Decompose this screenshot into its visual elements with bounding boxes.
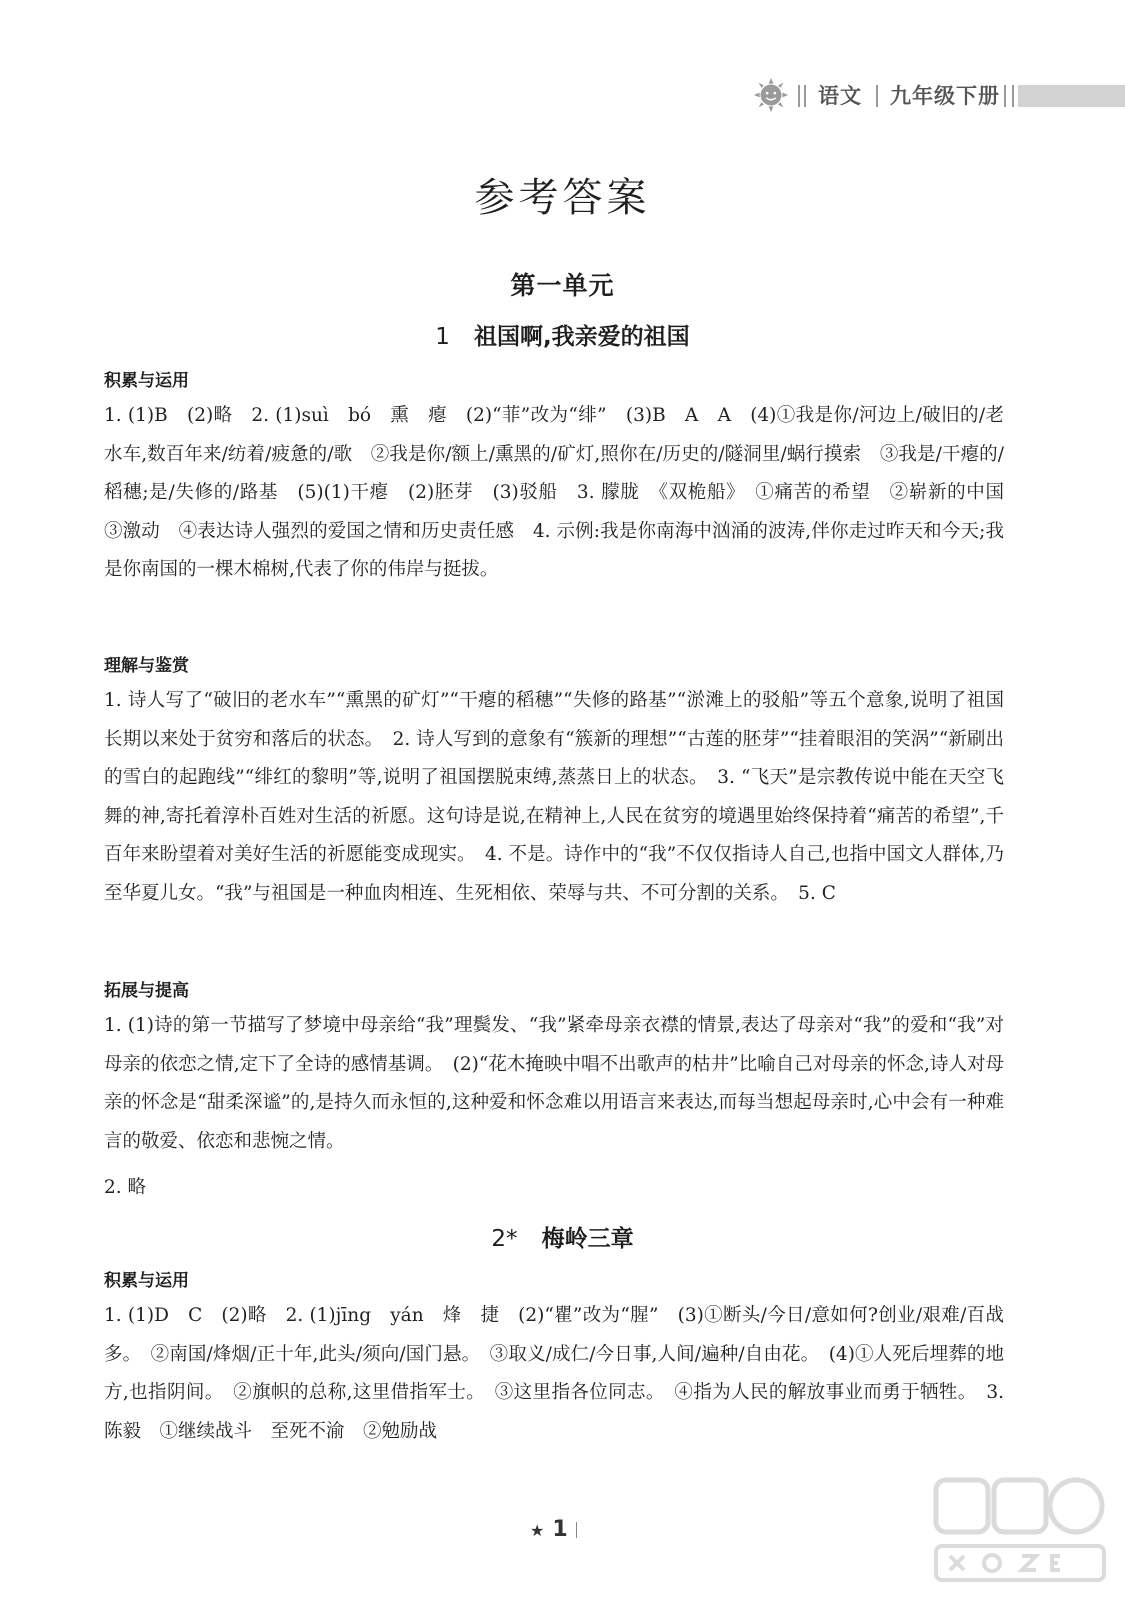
page-header [0,72,1125,124]
section-heading: 理解与鉴赏 [104,656,189,676]
lesson-title [0,318,1125,351]
sun-icon [752,76,790,114]
answer-paragraph: 2. 略 [104,1177,147,1198]
watermark-logo [930,1472,1110,1590]
lesson-number: 2* [491,1226,518,1252]
section-heading: 拓展与提高 [104,981,189,1001]
lesson-name: 祖国啊,我亲爱的祖国 [473,324,690,350]
header-band [1018,85,1125,107]
page-footer [530,1517,577,1542]
header-divider [798,85,806,107]
page-title: 参考答案 [474,175,651,221]
answer-paragraph: 1. (1)诗的第一节描写了梦境中母亲给“我”理鬓发、“我”紧牵母亲衣襟的情景,表达了母亲对“我”的爱和“我”对母亲的依恋之情,定下了全诗的感情基调。 (2)“花木掩映中唱不出歌声的枯井”比喻自己对母亲的怀念,诗人对母亲的怀念是“甜柔深谧”的,是持久而永恒的,这种爱和怀念难以用语言来表达,而每当想起母亲时,心中会有一种难言的敬爱、依恋和悲惋之情。 [104,1015,1004,1152]
answer-paragraph: 1. (1)B (2)略 2. (1)suì bó 熏 瘪 (2)“菲”改为“绯” (3)B A A (4)①我是你/河边上/破旧的/老水车,数百年来/纺着/疲惫的/歌 ②我是你/额上/熏黑的/矿灯,照你在/历史的/隧洞里/蜗行摸索 ③我是/干瘪的/稻穗;是/失修的/路基 (5)(1)干瘪 (2)胚芽 (3)驳船 3. 朦胧 《双桅船》 ①痛苦的希望 ②崭新的中国 ③激动 ④表达诗人强烈的爱国之情和历史责任感 4. 示例:我是你南海中汹涌的波涛,伴你走过昨天和今天;我是你南国的一棵木棉树,代表了你的伟岸与挺拔。 [104,405,1023,581]
header-subject: 语文 [818,84,862,108]
header-divider [1004,85,1014,107]
footer-mark [576,1522,577,1538]
lesson-number: 1 [435,324,450,350]
header-grade: 九年级下册 [890,84,1000,108]
header-separator [876,85,878,107]
answer-paragraph: 1. (1)D C (2)略 2. (1)jīng yán 烽 捷 (2)“瞿”改为“腥” (3)①断头/今日/意如何?创业/艰难/百战多。 ②南国/烽烟/正十年,此头/须向/国门悬。 ③取义/成仁/今日事,人间/遍种/自由花。 (4)①人死后埋葬的地方,也指阴间。 ②旗帜的总称,这里借指军士。 ③这里指各位同志。 ④指为人民的解放事业而勇于牺牲。 3. 陈毅 ①继续战斗 至死不渝 ②勉励战 [104,1305,1004,1442]
star-icon: ★ [530,1521,545,1540]
page-number: 1 [552,1517,568,1542]
answer-paragraph: 1. 诗人写了“破旧的老水车”“熏黑的矿灯”“干瘪的稻穗”“失修的路基”“淤滩上的驳船”等五个意象,说明了祖国长期以来处于贫穷和落后的状态。 2. 诗人写到的意象有“簇新的理想”“古莲的胚芽”“挂着眼泪的笑涡”“新刷出的雪白的起跑线”“绯红的黎明”等,说明了祖国摆脱束缚,蒸蒸日上的状态。 3. “飞天”是宗教传说中能在天空飞舞的神,寄托着淳朴百姓对生活的祈愿。这句诗是说,在精神上,人民在贫穷的境遇里始终保持着“痛苦的希望”,千百年来盼望着对美好生活的祈愿能变成现实。 4. 不是。诗作中的“我”不仅仅指诗人自己,也指中国文人群体,乃至华夏儿女。“我”与祖国是一种血肉相连、生死相依、荣辱与共、不可分割的关系。 5. C [104,690,1004,904]
section-heading: 积累与运用 [104,1271,189,1291]
lesson-name: 梅岭三章 [541,1226,634,1252]
unit-title: 第一单元 [510,271,615,300]
lesson-title [0,1220,1125,1253]
section-heading: 积累与运用 [104,371,189,391]
